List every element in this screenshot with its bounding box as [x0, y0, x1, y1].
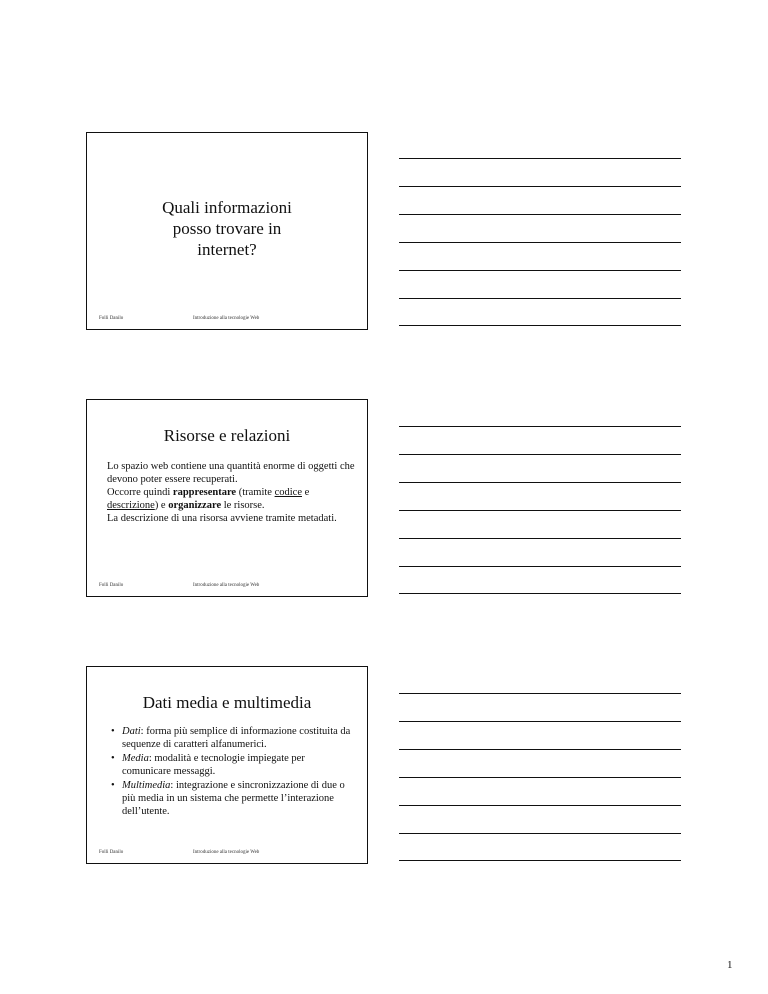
slide-3-bullet-dati: [111, 725, 355, 751]
notes-line: [399, 538, 681, 539]
notes-line: [399, 242, 681, 243]
slide-3-body: [111, 725, 355, 819]
slide-3: [86, 666, 368, 864]
notes-line: [399, 454, 681, 455]
slide-1: [86, 132, 368, 330]
slide-3-bullet-multimedia-term: Multimedia: [122, 780, 171, 791]
slide-3-bullet-dati-text: : forma più semplice di informazione costituita da sequenze di caratteri alfanumerici.: [122, 726, 351, 750]
slide-3-bullet-dati-term: Dati: [122, 726, 141, 737]
slide-3-title: Dati media e multimedia: [142, 693, 312, 712]
slide-2-title: Risorse e relazioni: [163, 426, 291, 445]
slide-3-footer-course: Introduzione alla tecnologie Web: [193, 850, 260, 855]
notes-line: [399, 214, 681, 215]
slide-3-footer-author: Folli Danilo: [99, 850, 124, 855]
slide-2-paragraph-3: La descrizione di una risorsa avviene tramite metadati.: [107, 513, 337, 524]
slide-2-paragraph-2-part2: (tramite: [236, 487, 275, 498]
notes-line: [399, 749, 681, 750]
page-number: 1: [727, 959, 733, 971]
slide-1-footer-course: Introduzione alla tecnologie Web: [193, 316, 260, 321]
notes-line: [399, 158, 681, 159]
slide-1-title: Quali informazioni posso trovare in internet?: [162, 198, 292, 259]
notes-line: [399, 777, 681, 778]
slide-3-bullet-list: [111, 725, 355, 818]
notes-line: [399, 566, 681, 567]
slide-3-bullet-multimedia: [111, 779, 355, 818]
slide-3-bullet-media-term: Media: [122, 753, 149, 764]
slide-2-underline-codice: codice: [274, 487, 302, 498]
notes-line: [399, 721, 681, 722]
slide-2-footer-author: Folli Danilo: [99, 583, 124, 588]
slide-2-body: [107, 460, 355, 525]
notes-line: [399, 833, 681, 834]
slide-2-paragraph-2-part1: Occorre quindi: [107, 487, 173, 498]
slide-3-bullet-multimedia-text: : integrazione e sincronizzazione di due o più media in un sistema che permette l’interazione dell’utente.: [122, 780, 345, 817]
notes-line: [399, 593, 681, 594]
notes-line: [399, 426, 681, 427]
notes-line: [399, 186, 681, 187]
slide-3-bullet-media: [111, 752, 355, 778]
slide-3-bullet-media-text: : modalità e tecnologie impiegate per comunicare messaggi.: [122, 753, 305, 777]
slide-2-footer-course: Introduzione alla tecnologie Web: [193, 583, 260, 588]
notes-line: [399, 805, 681, 806]
slide-2-paragraph-1: Lo spazio web contiene una quantità enorme di oggetti che devono poter essere recuperati.: [107, 461, 355, 485]
notes-line: [399, 860, 681, 861]
slide-2-paragraph-2-part4: ) e: [154, 500, 169, 511]
slide-2-paragraph-2: [107, 486, 355, 512]
notes-line: [399, 693, 681, 694]
notes-line: [399, 482, 681, 483]
slide-1-footer-author: Folli Danilo: [99, 316, 124, 321]
slide-2-underline-descrizione: descrizione: [107, 500, 155, 511]
notes-line: [399, 325, 681, 326]
notes-line: [399, 270, 681, 271]
slide-2-paragraph-2-part3: e: [301, 487, 310, 498]
slide-2: [86, 399, 368, 597]
slide-2-bold-rappresentare: rappresentare: [172, 487, 237, 498]
slide-2-paragraph-2-part5: le risorse.: [221, 500, 265, 511]
slide-2-bold-organizzare: organizzare: [168, 500, 222, 511]
notes-line: [399, 298, 681, 299]
notes-line: [399, 510, 681, 511]
